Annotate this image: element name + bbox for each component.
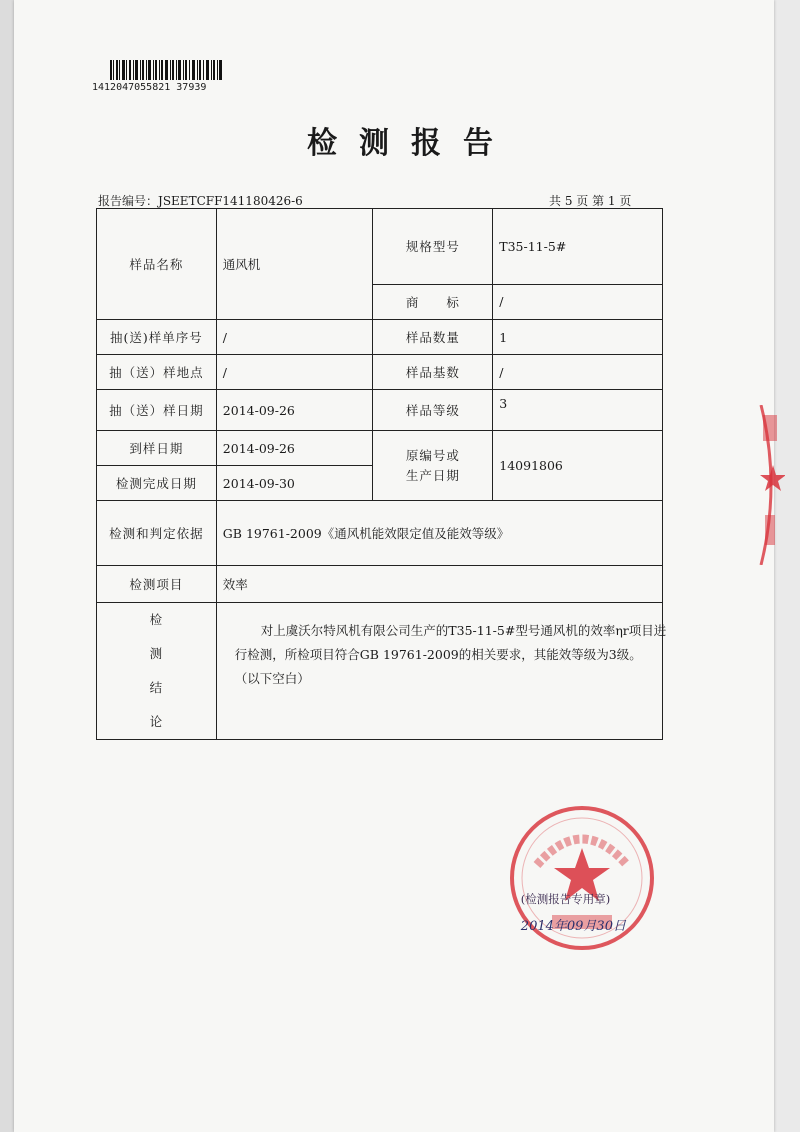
conclusion-body bbox=[216, 603, 667, 934]
conclusion-label-char: 检 bbox=[149, 612, 164, 627]
table-row bbox=[97, 320, 663, 355]
basis-value: GB 19761-2009《通风机能效限定值及能效等级》 bbox=[216, 501, 662, 566]
orig-no-label-line2: 生产日期 bbox=[405, 467, 460, 483]
conclusion-label-char: 结 bbox=[149, 680, 164, 695]
location-label: 抽（送）样地点 bbox=[97, 355, 217, 390]
report-table bbox=[96, 208, 667, 934]
page-title: 检测报告 bbox=[307, 126, 515, 161]
orig-no-label bbox=[373, 431, 493, 501]
item-value: 效率 bbox=[216, 566, 662, 603]
conclusion-label-char: 测 bbox=[149, 646, 164, 661]
item-label: 检测项目 bbox=[97, 566, 217, 603]
serial-value: / bbox=[216, 320, 373, 355]
model-label: 规格型号 bbox=[373, 209, 493, 285]
serial-label: 抽(送)样单序号 bbox=[97, 320, 217, 355]
grade-value: 3 bbox=[493, 390, 663, 431]
grade-label: 样品等级 bbox=[373, 390, 493, 431]
finish-date-value: 2014-09-30 bbox=[216, 466, 373, 501]
sample-name-value: 通风机 bbox=[216, 209, 373, 320]
barcode bbox=[110, 60, 222, 80]
conclusion-label-char: 论 bbox=[149, 714, 164, 729]
sample-date-label: 抽（送）样日期 bbox=[97, 390, 217, 431]
orig-no-label-line1: 原编号或 bbox=[405, 447, 460, 463]
arrival-date-label: 到样日期 bbox=[97, 431, 217, 466]
barcode-number: 1412047055821 37939 bbox=[92, 82, 207, 93]
sample-date-value: 2014-09-26 bbox=[216, 390, 373, 431]
table-row bbox=[97, 390, 663, 431]
brand-label: 商 标 bbox=[373, 284, 493, 319]
table-row bbox=[97, 501, 663, 566]
report-number-value: JSEETCFF141180426-6 bbox=[158, 194, 303, 208]
quantity-value: 1 bbox=[493, 320, 663, 355]
report-number bbox=[98, 192, 303, 209]
conclusion-line: （以下空白） bbox=[234, 671, 310, 686]
conclusion-text bbox=[235, 619, 705, 691]
basis-label: 检测和判定依据 bbox=[97, 501, 217, 566]
stamp-label: (检测报告专用章) bbox=[520, 892, 611, 906]
table-row bbox=[97, 431, 663, 466]
base-label: 样品基数 bbox=[373, 355, 493, 390]
page-edge bbox=[774, 0, 800, 1132]
table-row bbox=[97, 209, 663, 285]
table-row bbox=[97, 566, 663, 603]
signature-date: 2014年09月30日 bbox=[520, 919, 626, 934]
table-row bbox=[97, 603, 663, 740]
brand-value: / bbox=[493, 284, 663, 319]
location-value: / bbox=[216, 355, 373, 390]
quantity-label: 样品数量 bbox=[373, 320, 493, 355]
conclusion-line: 行检测，所检项目符合GB 19761-2009的相关要求，其能效等级为3级。 bbox=[234, 647, 642, 662]
page-info: 共 5 页 第 1 页 bbox=[549, 194, 632, 208]
orig-no-value: 14091806 bbox=[493, 431, 663, 501]
conclusion-line: 对上虞沃尔特风机有限公司生产的T35-11-5#型号通风机的效率ηr项目进 bbox=[260, 623, 667, 638]
conclusion-label bbox=[97, 603, 217, 740]
table-row bbox=[97, 355, 663, 390]
base-value: / bbox=[493, 355, 663, 390]
finish-date-label: 检测完成日期 bbox=[97, 466, 217, 501]
arrival-date-value: 2014-09-26 bbox=[216, 431, 373, 466]
model-value: T35-11-5# bbox=[493, 209, 663, 285]
sample-name-label: 样品名称 bbox=[97, 209, 217, 320]
side-seal-stamp bbox=[755, 405, 785, 565]
report-number-label: 报告编号： bbox=[98, 194, 159, 208]
